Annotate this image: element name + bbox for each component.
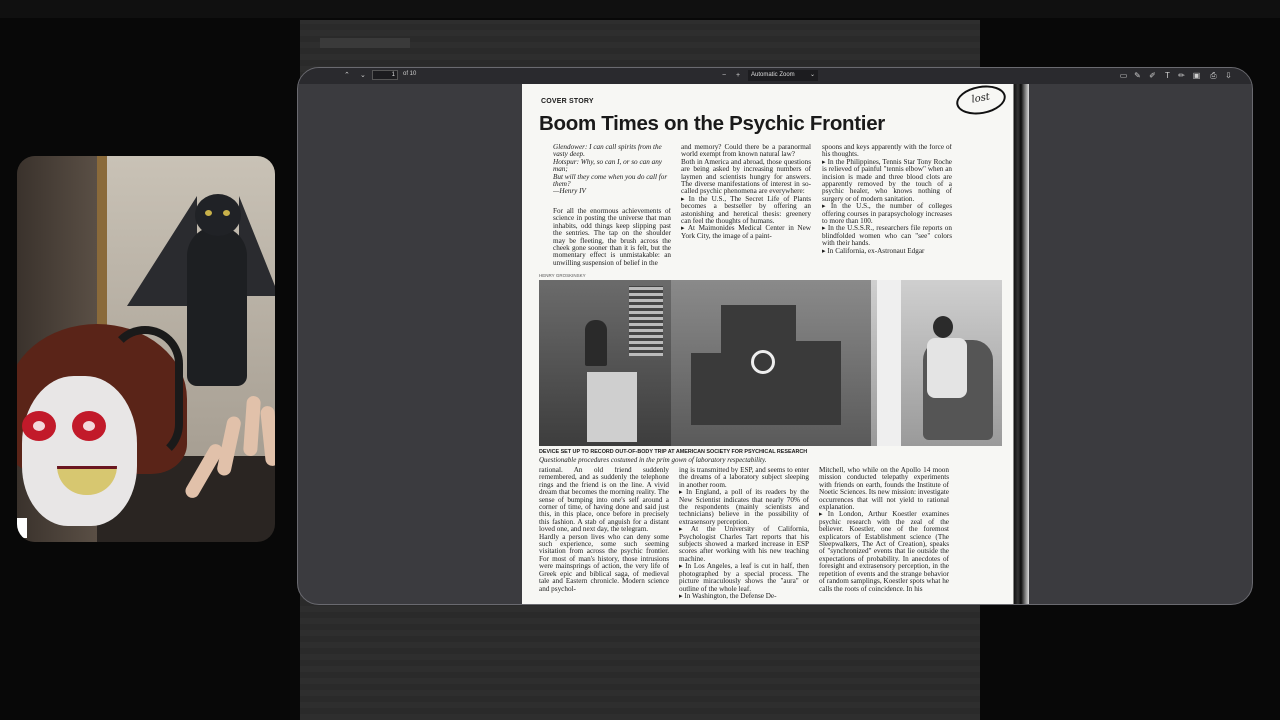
background-bar — [320, 38, 410, 48]
text-icon[interactable]: T — [1165, 71, 1170, 80]
photo-panel-lab — [539, 280, 671, 446]
page-total-label: of 10 — [403, 71, 417, 77]
photo-credit: HENRY GROSKINSKY — [539, 273, 586, 278]
photo-panel-subject — [871, 280, 1002, 446]
edge-mark — [17, 518, 27, 538]
article-headline: Boom Times on the Psychic Frontier — [539, 112, 885, 135]
zoom-value: Automatic Zoom — [751, 72, 795, 78]
highlight-icon[interactable]: ✎ — [1134, 71, 1141, 80]
handwritten-stamp: lost — [954, 84, 1008, 118]
column-1-bottom: rational. An old friend suddenly remembered, and as suddenly the telephone rings and the friend is on the line. A vivid dream that becomes the morning reality. The sense of bumping into one's self around a corner of time, of having done and said just this, in this place, once before in precisely this fashion. A stab of anguish for a distant loved one, and next day, the telegram. Hardly a person lives who can deny some such experience, some such seeming visitation from across the psychic frontier. For most of man's history, those intrusions were mainsprings of action, the very life of Greek epic and biblical saga, of medieval tale and Eastern chronicle. Modern science and psychol- — [539, 467, 669, 593]
photo-torso — [927, 338, 967, 398]
photo-person — [585, 320, 607, 366]
photo-door — [877, 280, 901, 446]
next-page-button[interactable]: ⌄ — [360, 72, 366, 79]
viewer-toolbar — [298, 68, 1252, 84]
cat-head — [195, 194, 241, 236]
photo-head — [933, 316, 953, 338]
mask-eye — [22, 411, 56, 441]
column-3-bottom: Mitchell, who while on the Apollo 14 moon mission conducted telepathy experiments with friends on earth, founds the Institute of Noetic Sciences. Its new mission: investigate occurrences that will not yield to rational explanation. ▸ In London, Arthur Koestler examines psychic research with the zeal of the believer. Koestler, one of the foremost explicators of Establishment science (The Sleepwalkers, The Act of Creation), speaks of "synchronized" events that lie outside the expectations of probability. In anecdotes of foresight and extrasensory perception, in the repetition of events and the strange behavior of random samplings, Koestler spots what he calls the roots of coincidence. In his — [819, 467, 949, 593]
chevron-down-icon: ⌄ — [809, 72, 815, 78]
photo-panel-device — [671, 280, 871, 446]
photo-caption-title: DEVICE SET UP TO RECORD OUT-OF-BODY TRIP AT AMERICAN SOCIETY FOR PSYCHICAL RESEARCH — [539, 449, 808, 455]
scan-edge — [1007, 84, 1029, 605]
webcam-overlay — [17, 156, 275, 542]
cat-eye — [205, 210, 212, 216]
previous-page-button[interactable]: ⌃ — [344, 72, 350, 79]
print-icon[interactable]: ⎙ — [1210, 71, 1217, 80]
zoom-in-button[interactable]: + — [736, 72, 741, 79]
pen-icon[interactable]: ✏ — [1178, 71, 1185, 80]
save-icon[interactable]: ⇩ — [1225, 71, 1232, 80]
zoom-select[interactable] — [748, 70, 818, 81]
page-number-input[interactable]: 1 — [372, 70, 398, 80]
device-ring — [751, 350, 775, 374]
pdf-viewer — [297, 67, 1253, 605]
column-2-bottom: ing is transmitted by ESP, and seems to enter the dreams of a laboratory subject sleeping in another room. ▸ In England, a poll of its readers by the New Scientist indicates that nearly 70% of the respondents (mainly scientists and technicians) believe in the possibility of extrasensory perception. ▸ At the University of California, Psychologist Charles Tart reports that his subjects showed a marked increase in ESP scores after working with his new teaching machine. ▸ In Los Angeles, a leaf is cut in half, then photographed by a special process. The picture miraculously shows the "aura" or outline of the whole leaf. ▸ In Washington, the Defense De- — [679, 467, 809, 600]
finger — [260, 405, 275, 466]
equipment-rack — [629, 286, 663, 356]
column-3-top: spoons and keys apparently with the force of his thoughts. ▸ In the Philippines, Tennis Star Tony Roche is relieved of painful "tennis elbow" when an incision is made and three blood clots are apparently removed by the touch of a psychic healer, who knows nothing of surgery or of modern sanitation. ▸ In the U.S., the number of colleges offering courses in parapsychology increases to more than 100. ▸ In the U.S.S.R., researchers file reports on blindfolded women who can "see" colors with their hands. ▸ In California, ex-Astronaut Edgar — [822, 144, 952, 255]
cat-statue — [187, 226, 247, 386]
mask-eye — [72, 411, 106, 441]
cat-eye — [223, 210, 230, 216]
pdf-page — [522, 84, 1029, 605]
column-1-top: For all the enormous achievements of science in posting the universe that man inhabits, odd things keep slipping past the sentries. The tap on the shoulder may be fleeting, the brush across the cheek gone sooner than it is felt, but the momentary effect is unmistakable: an unwilling suspension of belief in the — [553, 208, 671, 267]
article-kicker: COVER STORY — [541, 98, 594, 105]
column-2-top: and memory? Could there be a paranormal world exempt from known natural law? Both in America and abroad, those questions are being asked by increasing numbers of laymen and scientists hungry for answers. The diverse manifestations of interest in so-called psychic phenomena are everywhere: ▸ In the U.S., The Secret Life of Plants becomes a bestseller by offering an astonishing and heretical thesis: greenery can feel the thoughts of humans. ▸ At Maimonides Medical Center in New York City, the image of a paint- — [681, 144, 811, 240]
top-strip — [0, 0, 1280, 18]
article-photo — [539, 280, 1002, 446]
mask-face — [22, 376, 137, 526]
photo-caption-subtitle: Questionable procedures costumed in the prim gown of laboratory respectability. — [539, 456, 767, 464]
zoom-out-button[interactable]: − — [722, 72, 727, 79]
epigraph: Glendower: I can call spirits from the vasty deep. Hotspur: Why, so can I, or so can any man; But will they come when you do call for them? —Henry IV — [553, 144, 668, 196]
draw-icon[interactable]: ✐ — [1149, 71, 1156, 80]
photo-desk — [587, 372, 637, 442]
image-icon[interactable]: ▣ — [1192, 71, 1201, 80]
comment-icon[interactable]: ▭ — [1119, 71, 1128, 80]
